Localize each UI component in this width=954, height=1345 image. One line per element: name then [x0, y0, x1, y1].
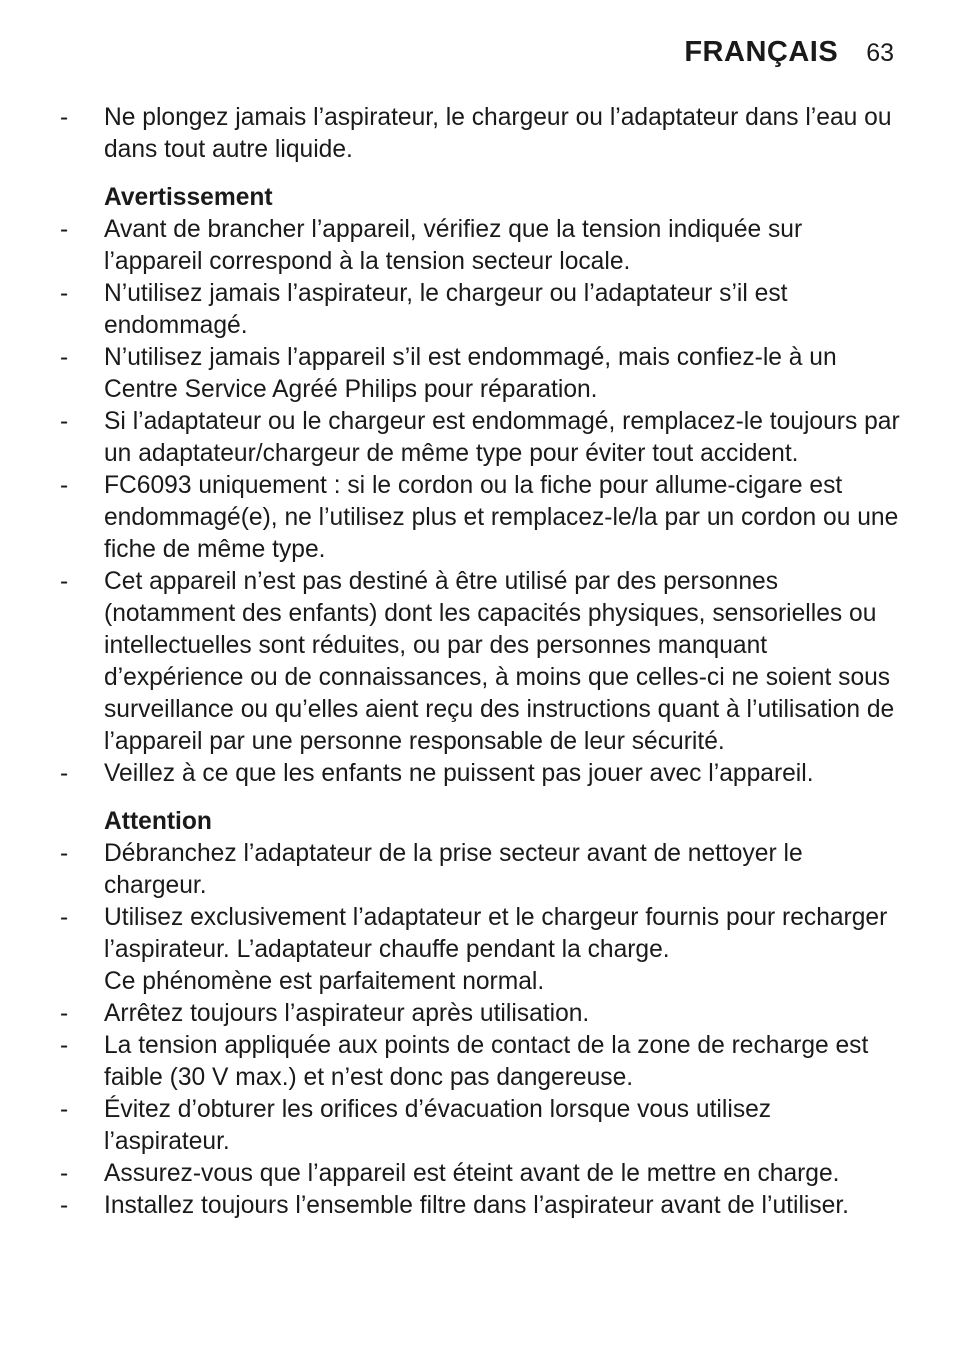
list-item-text: Installez toujours l’ensemble filtre dans l’aspirateur avant de l’utiliser.	[104, 1192, 850, 1219]
bullet-dash: -	[60, 904, 69, 931]
attention-list	[56, 838, 902, 1222]
list-item-text: N’utilisez jamais l’aspirateur, le chargeur ou l’adaptateur s’il est endommagé.	[104, 280, 788, 339]
list-item	[56, 1094, 902, 1158]
bullet-dash: -	[60, 344, 69, 371]
bullet-dash: -	[60, 1000, 69, 1027]
list-item	[56, 758, 902, 790]
list-item-text: Évitez d’obturer les orifices d’évacuation lorsque vous utilisez l’aspirateur.	[104, 1096, 772, 1155]
page-header	[684, 36, 894, 69]
list-item	[56, 902, 902, 998]
list-item-text: Assurez-vous que l’appareil est éteint avant de le mettre en charge.	[104, 1160, 840, 1187]
bullet-dash: -	[60, 1096, 69, 1123]
bullet-dash: -	[60, 1192, 69, 1219]
page-content	[56, 102, 902, 1222]
list-item-text: N’utilisez jamais l’appareil s’il est endommagé, mais confiez-le à un Centre Service Agréé Philips pour réparation.	[104, 344, 837, 403]
bullet-dash: -	[60, 760, 69, 787]
list-item-text: Si l’adaptateur ou le chargeur est endommagé, remplacez-le toujours par un adaptateur/chargeur de même type pour éviter tout accident.	[104, 408, 900, 467]
bullet-dash: -	[60, 1032, 69, 1059]
bullet-dash: -	[60, 1160, 69, 1187]
list-item-text: Avant de brancher l’appareil, vérifiez que la tension indiquée sur l’appareil correspond à la tension secteur locale.	[104, 216, 803, 275]
list-item-text: Ne plongez jamais l’aspirateur, le chargeur ou l’adaptateur dans l’eau ou dans tout autre liquide.	[104, 104, 892, 163]
list-item	[56, 1030, 902, 1094]
list-item	[56, 214, 902, 278]
list-item-text: Veillez à ce que les enfants ne puissent pas jouer avec l’appareil.	[104, 760, 814, 787]
list-item-text: Débranchez l’adaptateur de la prise secteur avant de nettoyer le chargeur.	[104, 840, 803, 899]
avertissement-list	[56, 214, 902, 790]
list-item-text: La tension appliquée aux points de contact de la zone de recharge est faible (30 V max.) et n’est donc pas dangereuse.	[104, 1032, 869, 1091]
language-title: FRANÇAIS	[684, 36, 839, 68]
list-item-text: Arrêtez toujours l’aspirateur après utilisation.	[104, 1000, 590, 1027]
bullet-dash: -	[60, 280, 69, 307]
page-number: 63	[866, 39, 894, 67]
list-item	[56, 278, 902, 342]
bullet-dash: -	[60, 840, 69, 867]
bullet-dash: -	[60, 472, 69, 499]
list-item-text: FC6093 uniquement : si le cordon ou la fiche pour allume-cigare est endommagé(e), ne l’utilisez plus et remplacez-le/la par un cordon ou une fiche de même type.	[104, 472, 899, 563]
list-item	[56, 102, 902, 166]
list-item	[56, 470, 902, 566]
bullet-dash: -	[60, 408, 69, 435]
list-item	[56, 998, 902, 1030]
list-item-text: Utilisez exclusivement l’adaptateur et le chargeur fournis pour recharger l’aspirateur. L’adaptateur chauffe pendant la charge. Ce phénomène est parfaitement normal.	[104, 904, 888, 995]
list-item	[56, 406, 902, 470]
list-item	[56, 566, 902, 758]
bullet-dash: -	[60, 216, 69, 243]
bullet-dash: -	[60, 568, 69, 595]
bullet-dash: -	[60, 104, 69, 131]
section-heading-avertissement: Avertissement	[104, 184, 273, 211]
list-item	[56, 1158, 902, 1190]
list-item	[56, 1190, 902, 1222]
list-item-text: Cet appareil n’est pas destiné à être utilisé par des personnes (notamment des enfants) dont les capacités physiques, sensorielles ou intellectuelles sont réduites, ou par des personnes manquant d’expérience ou de connaissances, à moins que celles-ci ne soient sous surveillance ou qu’elles aient reçu des instructions quant à l’utilisation de l’appareil par une personne responsable de leur sécurité.	[104, 568, 895, 755]
list-item	[56, 838, 902, 902]
list-item	[56, 342, 902, 406]
section-heading-attention: Attention	[104, 808, 212, 835]
intro-list	[56, 102, 902, 166]
